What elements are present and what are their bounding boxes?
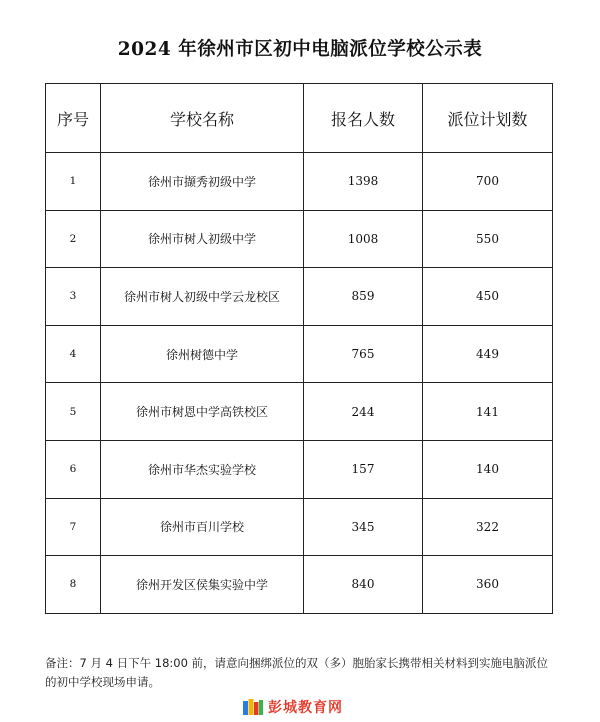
cell-no: 1 (46, 153, 101, 211)
cell-no: 4 (46, 325, 101, 383)
document-title: 2024 年徐州市区初中电脑派位学校公示表 (117, 39, 483, 60)
table-row (46, 440, 553, 498)
cell-applicants: 765 (304, 325, 423, 383)
cell-school: 徐州市撷秀初级中学 (101, 153, 304, 211)
header-school: 学校名称 (101, 84, 304, 153)
cell-no: 5 (46, 383, 101, 441)
header-no: 序号 (46, 84, 101, 153)
cell-quota: 700 (423, 153, 553, 211)
cell-no: 3 (46, 268, 101, 326)
book-logo-icon (242, 698, 264, 716)
table-row (46, 325, 553, 383)
cell-school: 徐州树德中学 (101, 325, 304, 383)
cell-no: 2 (46, 210, 101, 268)
table-row (46, 556, 553, 614)
cell-quota: 450 (423, 268, 553, 326)
cell-no: 6 (46, 440, 101, 498)
cell-quota: 360 (423, 556, 553, 614)
cell-school: 徐州市树恩中学高铁校区 (101, 383, 304, 441)
cell-applicants: 345 (304, 498, 423, 556)
cell-no: 7 (46, 498, 101, 556)
cell-applicants: 1008 (304, 210, 423, 268)
table-row (46, 210, 553, 268)
cell-quota: 449 (423, 325, 553, 383)
table-row (46, 383, 553, 441)
cell-quota: 322 (423, 498, 553, 556)
cell-applicants: 840 (304, 556, 423, 614)
cell-school: 徐州市树人初级中学云龙校区 (101, 268, 304, 326)
footnote: 备注：7 月 4 日下午 18:00 前，请意向捆绑派位的双（多）胞胎家长携带相关材料到实施电脑派位的初中学校现场申请。 (45, 656, 549, 689)
cell-quota: 550 (423, 210, 553, 268)
school-table (45, 83, 553, 614)
cell-school: 徐州市华杰实验学校 (101, 440, 304, 498)
cell-quota: 141 (423, 383, 553, 441)
table-row (46, 268, 553, 326)
watermark-logo (242, 697, 343, 717)
cell-quota: 140 (423, 440, 553, 498)
cell-school: 徐州市百川学校 (101, 498, 304, 556)
header-applicants: 报名人数 (304, 84, 423, 153)
watermark-text: 彭城教育网 (268, 700, 343, 716)
cell-applicants: 157 (304, 440, 423, 498)
table-header-row (46, 84, 553, 153)
table-row (46, 498, 553, 556)
cell-applicants: 1398 (304, 153, 423, 211)
cell-applicants: 859 (304, 268, 423, 326)
table-row (46, 153, 553, 211)
cell-school: 徐州开发区侯集实验中学 (101, 556, 304, 614)
cell-school: 徐州市树人初级中学 (101, 210, 304, 268)
cell-applicants: 244 (304, 383, 423, 441)
cell-no: 8 (46, 556, 101, 614)
header-quota: 派位计划数 (423, 84, 553, 153)
